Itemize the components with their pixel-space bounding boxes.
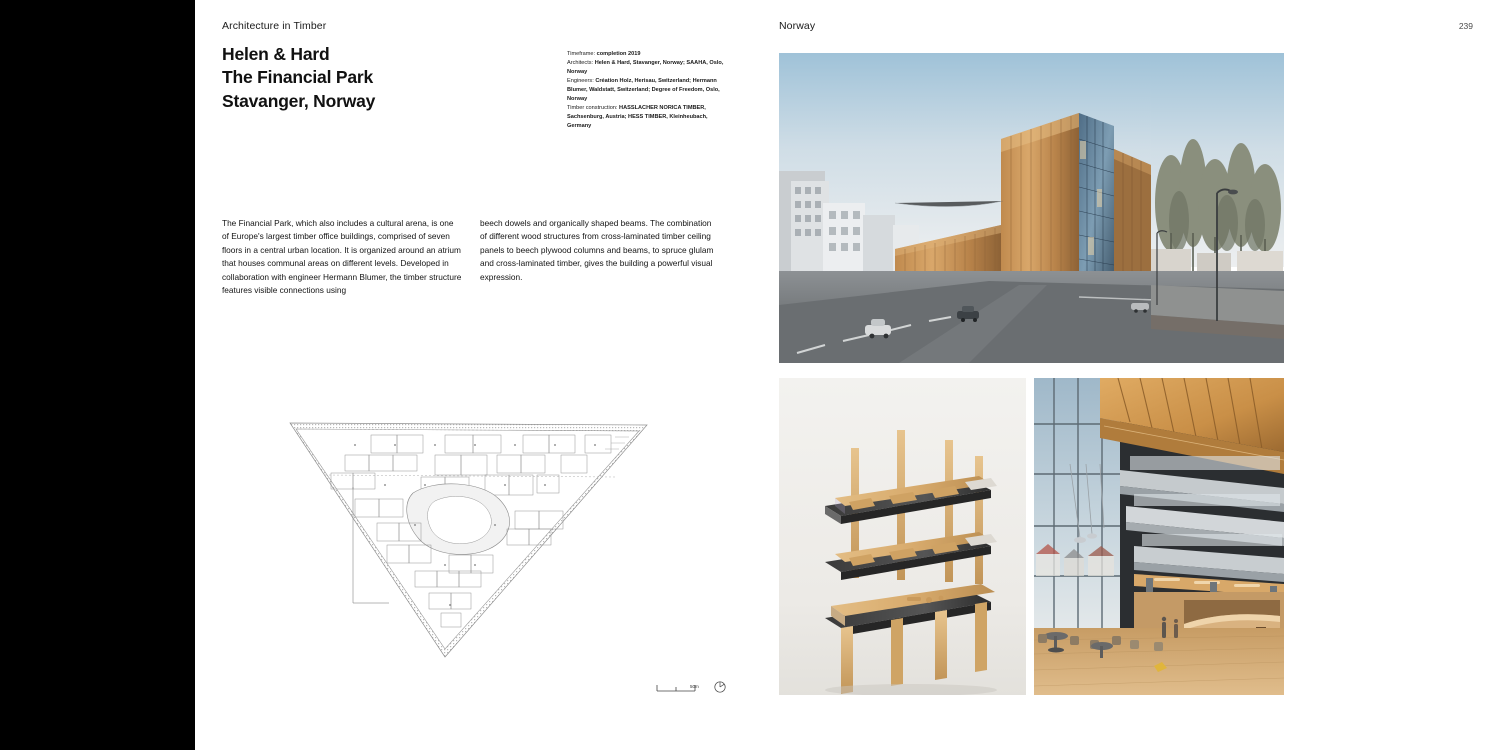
running-head-right: Norway: [779, 20, 816, 32]
floor-plan-drawing: [285, 415, 655, 665]
credit-row: [567, 59, 733, 77]
credit-value: completion 2019: [596, 51, 641, 57]
credit-label: Architects:: [567, 60, 594, 67]
floor-plan-svg: [285, 415, 655, 665]
north-arrow-icon: [713, 680, 727, 694]
page-title: [222, 43, 542, 113]
credit-label: Timber construction:: [567, 105, 618, 112]
credit-row: [567, 77, 733, 104]
page-number: 239: [1458, 21, 1473, 31]
title-line-location: Stavanger, Norway: [222, 90, 376, 111]
body-column-2: [480, 217, 720, 284]
credit-row: [567, 50, 733, 59]
book-spread: [195, 0, 1500, 750]
body-paragraph: beech dowels and organically shaped beams. The combination of different wood structures from cross-laminated timber ceiling panels to beech plywood columns and beams, to spruce glulam and cross-laminated timber, gives the building a powerful visual expression.: [480, 218, 714, 282]
atrium-interior: [1034, 378, 1284, 695]
credit-value: HASSLACHER NORICA TIMBER, Sachsenburg, Austria; HESS TIMBER, Kleinheubach, Germany: [567, 105, 708, 130]
scale-label: 50m: [690, 684, 699, 689]
body-column-1: [222, 217, 462, 298]
title-line-architect: Helen & Hard: [222, 44, 330, 64]
exterior-street-view: [779, 53, 1284, 363]
credit-label: Engineers:: [567, 78, 594, 85]
title-line-project: The Financial Park: [222, 67, 374, 88]
atrium-photo-svg: [1034, 378, 1284, 695]
credits-block: [567, 50, 733, 131]
exterior-photo-svg: [779, 53, 1284, 363]
credit-row: [567, 104, 733, 131]
credit-label: Timeframe:: [567, 51, 596, 57]
body-paragraph: The Financial Park, which also includes a cultural arena, is one of Europe's largest timber office buildings, comprised of seven floors in a central urban location. It is organized around an atrium that houses communal areas on different levels. Developed in collaboration with engineer Hermann Blumer, the timber structure features visible connections using: [222, 218, 462, 296]
credit-value: Création Holz, Herisau, Switzerland; Hermann Blumer, Waldstatt, Switzerland; Degree of Freedom, Oslo, Norway: [567, 78, 720, 103]
structural-model: [779, 378, 1026, 695]
model-photo-svg: [779, 378, 1026, 695]
credit-value: Helen & Hard, Stavanger, Norway; SAAHA, Oslo, Norway: [567, 60, 724, 76]
running-head-left: Architecture in Timber: [222, 20, 327, 32]
